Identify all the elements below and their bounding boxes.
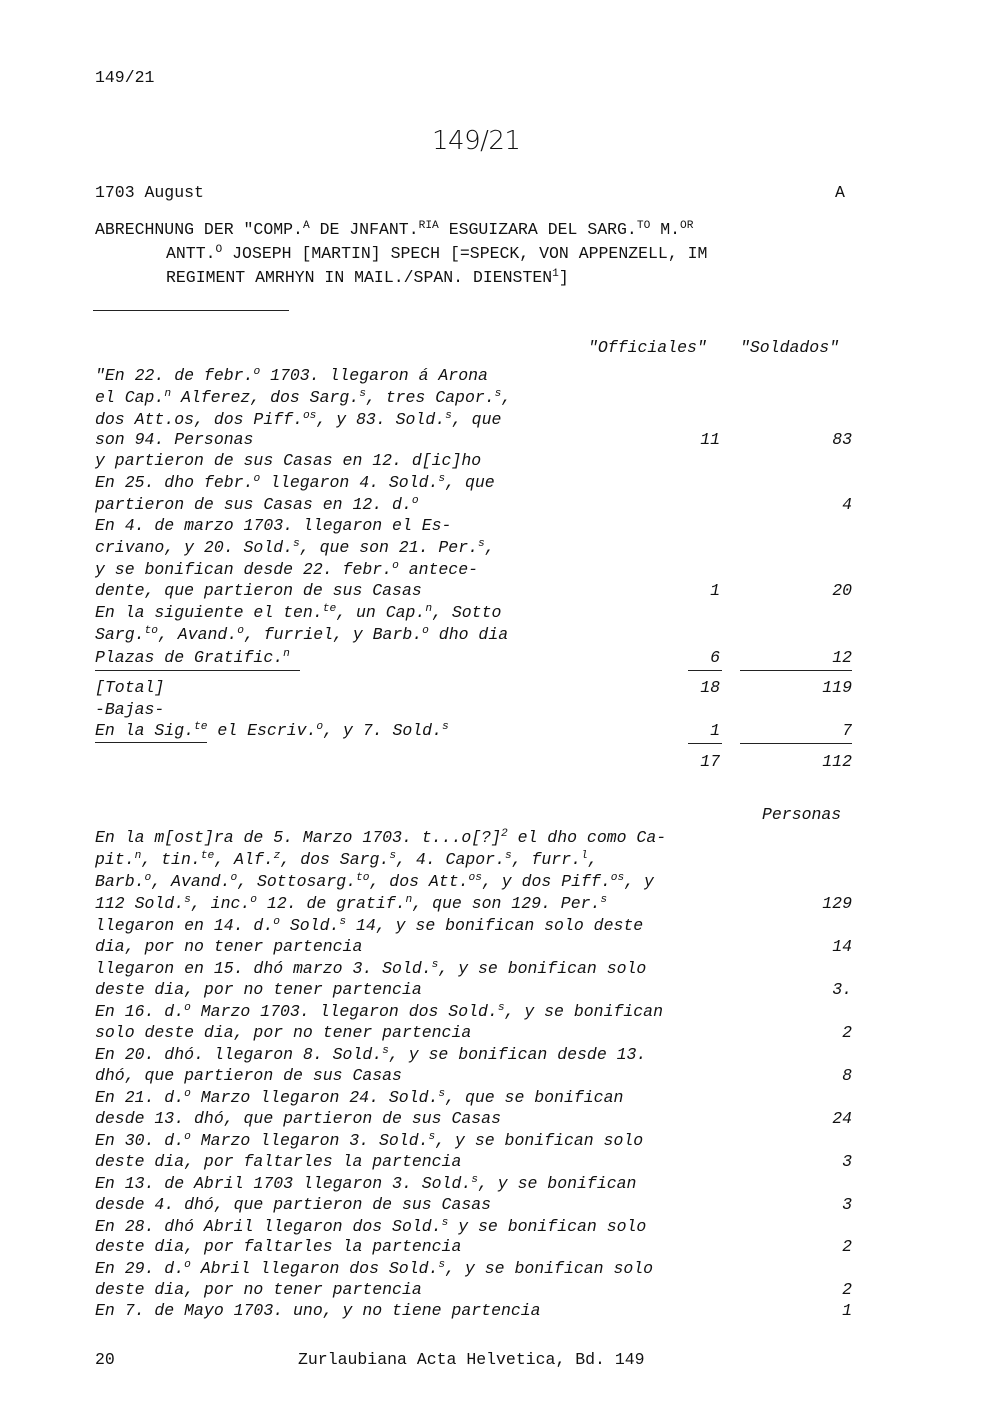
heading-separator (93, 310, 289, 311)
table2-line: pit.$^n$, tin.$^{te}$, Alf.$^z$, dos Sarg.$^s$, 4. Capor.$^s$, furr.$^l$, (95, 850, 598, 869)
table2-line: deste dia, por no tener partencia (95, 980, 422, 999)
document-date: 1703 August (95, 183, 204, 202)
table2-line: En 21. d.$^o$ Marzo llegaron 24. Sold.$^s$, que se bonifican (95, 1088, 624, 1107)
officiales-value: 1 (710, 581, 720, 600)
table2-line: En 7. de Mayo 1703. uno, y no tiene partencia (95, 1301, 541, 1320)
soldados-net: 112 (822, 752, 852, 771)
table2-line: En 30. d.$^o$ Marzo llegaron 3. Sold.$^s$, y se bonifican solo (95, 1131, 644, 1150)
column-header-officiales: "Officiales" (588, 338, 707, 357)
table1-line: En 4. de marzo 1703. llegaron el Es- (95, 516, 452, 535)
heading-line-1: ABRECHNUNG DER "COMP.$^A$ DE JNFANT.$^{RIA}$ ESGUIZARA DEL SARG.$^{TO}$ M.$^{OR}$ (95, 220, 694, 239)
table1-line: crivano, y 20. Sold.$^s$, que son 21. Per.$^s$, (95, 538, 495, 557)
table1-line: son 94. Personas (95, 430, 254, 449)
personas-value: 3 (842, 1195, 852, 1214)
document-letter: A (835, 183, 845, 202)
officiales-net: 17 (700, 752, 720, 771)
table1-line: y partieron de sus Casas en 12. d[ic]ho (95, 451, 482, 470)
rule-line (688, 743, 722, 744)
rule-line (688, 670, 722, 671)
table1-line: y se bonifican desde 22. febr.$^o$ antece- (95, 560, 479, 579)
rule-line (95, 742, 207, 743)
table1-line: Plazas de Gratific.$^n$ (95, 648, 290, 667)
total-label: [Total] (95, 678, 165, 697)
column-header-soldados: "Soldados" (740, 338, 840, 357)
personas-value: 2 (842, 1237, 852, 1256)
table2-line: En 29. d.$^o$ Abril llegaron dos Sold.$^s$, y se bonifican solo (95, 1259, 654, 1278)
table2-line: En la m[ost]ra de 5. Marzo 1703. t...o[?]$^2$ el dho como Ca- (95, 828, 667, 847)
table1-line: dente, que partieron de sus Casas (95, 581, 422, 600)
table1-line: "En 22. de febr.$^o$ 1703. llegaron á Arona (95, 366, 488, 385)
table2-line: En 13. de Abril 1703 llegaron 3. Sold.$^s$, y se bonifican (95, 1174, 637, 1193)
soldados-value: 4 (842, 495, 852, 514)
table2-line: deste dia, por faltarles la partencia (95, 1237, 462, 1256)
table2-line: En 16. d.$^o$ Marzo 1703. llegaron dos Sold.$^s$, y se bonifican (95, 1002, 663, 1021)
table1-line: el Cap.$^n$ Alferez, dos Sarg.$^s$, tres Capor.$^s$, (95, 388, 512, 407)
personas-value: 2 (842, 1023, 852, 1042)
table2-line: dhó, que partieron de sus Casas (95, 1066, 402, 1085)
officiales-value: 11 (700, 430, 720, 449)
table2-line: llegaron en 14. d.$^o$ Sold.$^s$ 14, y se bonifican solo deste (95, 916, 644, 935)
page-title: 149/21 (432, 126, 521, 156)
footer-source: Zurlaubiana Acta Helvetica, Bd. 149 (298, 1350, 645, 1369)
table2-line: dia, por no tener partencia (95, 937, 363, 956)
table2-line: Barb.$^o$, Avand.$^o$, Sottosarg.$^{to}$, dos Att.$^{os}$, y dos Piff.$^{os}$, y (95, 872, 654, 891)
table2-line: deste dia, por faltarles la partencia (95, 1152, 462, 1171)
personas-value: 1 (842, 1301, 852, 1320)
soldados-value: 12 (832, 648, 852, 667)
table1-line: En 25. dho febr.$^o$ llegaron 4. Sold.$^s$, que (95, 473, 495, 492)
personas-value: 3. (832, 980, 852, 999)
officiales-total: 18 (700, 678, 720, 697)
personas-value: 8 (842, 1066, 852, 1085)
rule-line (95, 670, 300, 671)
table1-line: dos Att.os, dos Piff.$^{os}$, y 83. Sold.$^s$, que (95, 410, 502, 429)
page-number: 20 (95, 1350, 115, 1369)
rule-line (740, 743, 852, 744)
table1-line: En la siguiente el ten.$^{te}$, un Cap.$^n$, Sotto (95, 603, 502, 622)
heading-line-2: ANTT.$^O$ JOSEPH [MARTIN] SPECH [=SPECK, VON APPENZELL, IM (166, 244, 708, 263)
personas-value: 2 (842, 1280, 852, 1299)
personas-value: 129 (822, 894, 852, 913)
rule-line (740, 670, 852, 671)
personas-value: 14 (832, 937, 852, 956)
soldados-total: 119 (822, 678, 852, 697)
table2-line: desde 4. dhó, que partieron de sus Casas (95, 1195, 492, 1214)
soldados-value: 7 (842, 721, 852, 740)
table2-line: En 20. dhó. llegaron 8. Sold.$^s$, y se bonifican desde 13. (95, 1045, 647, 1064)
personas-value: 3 (842, 1152, 852, 1171)
running-header: 149/21 (95, 68, 155, 87)
table1-line: partieron de sus Casas en 12. d.$^o$ (95, 495, 419, 514)
officiales-value: 6 (710, 648, 720, 667)
table1-line: Sarg.$^{to}$, Avand.$^o$, furriel, y Barb.$^o$ dho dia (95, 625, 509, 644)
personas-value: 24 (832, 1109, 852, 1128)
table2-line: 112 Sold.$^s$, inc.$^o$ 12. de gratif.$^n$, que son 129. Per.$^s$ (95, 894, 608, 913)
column-header-personas: Personas (762, 805, 842, 824)
soldados-value: 20 (832, 581, 852, 600)
table2-line: En 28. dhó Abril llegaron dos Sold.$^s$ y se bonifican solo (95, 1217, 647, 1236)
table2-line: llegaron en 15. dhó marzo 3. Sold.$^s$, y se bonifican solo (95, 959, 647, 978)
officiales-value: 1 (710, 721, 720, 740)
table2-line: solo deste dia, por no tener partencia (95, 1023, 472, 1042)
bajas-label: -Bajas- (95, 700, 165, 719)
table1-line: En la Sig.$^{te}$ el Escriv.$^o$, y 7. Sold.$^s$ (95, 721, 449, 740)
heading-line-3: REGIMENT AMRHYN IN MAIL./SPAN. DIENSTEN$^1$] (166, 268, 569, 287)
table2-line: deste dia, por no tener partencia (95, 1280, 422, 1299)
soldados-value: 83 (832, 430, 852, 449)
table2-line: desde 13. dhó, que partieron de sus Casas (95, 1109, 501, 1128)
